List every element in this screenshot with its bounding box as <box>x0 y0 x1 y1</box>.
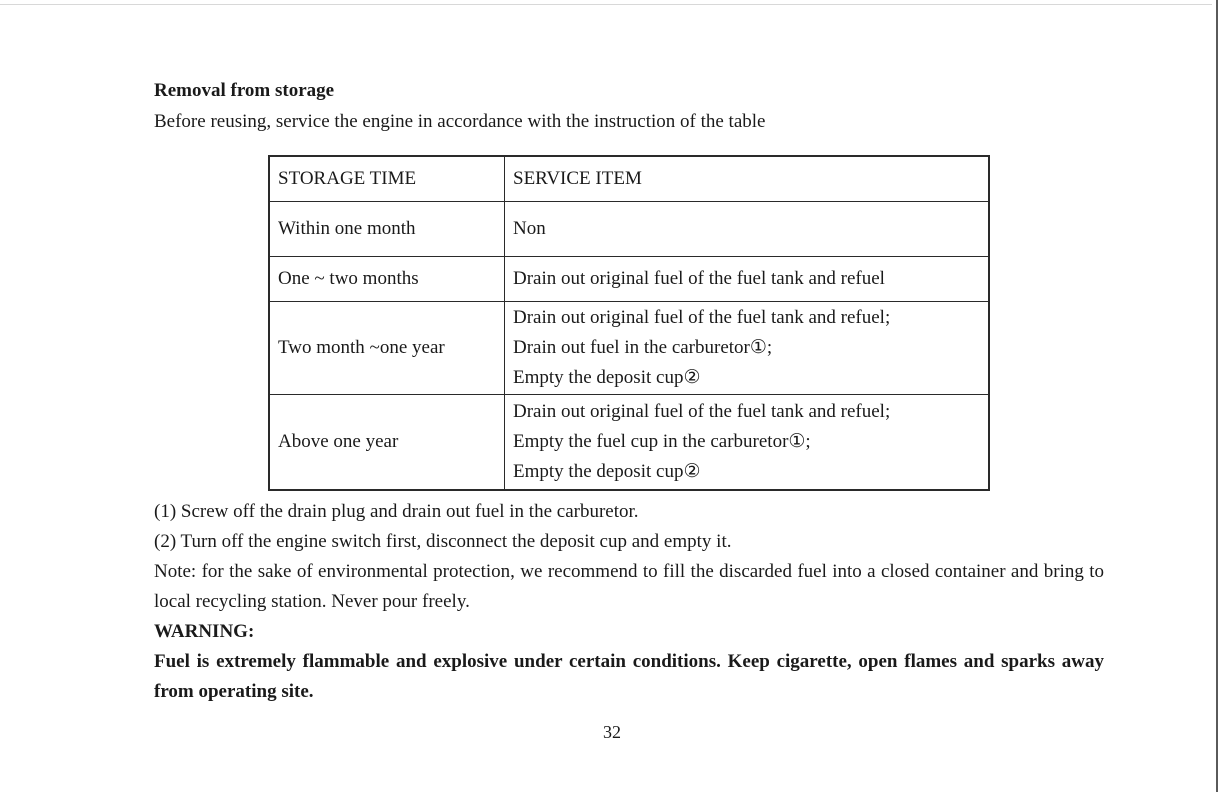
footnote-2: (2) Turn off the engine switch first, disconnect the deposit cup and empty it. <box>154 531 732 552</box>
environment-note: Note: for the sake of environmental protection, we recommend to fill the discarded fuel into a closed container and bring to local recycling station. Never pour freely. <box>154 561 1104 612</box>
header-storage-time: STORAGE TIME <box>269 156 505 202</box>
section-heading: Removal from storage <box>154 80 335 101</box>
service-item-cell <box>505 302 990 395</box>
service-item-line: Drain out fuel in the carburetor①; <box>513 337 773 358</box>
table-row <box>269 302 989 395</box>
service-item-line: Empty the deposit cup② <box>513 367 701 388</box>
service-item-line: Drain out original fuel of the fuel tank and refuel; <box>513 307 891 328</box>
notes-section <box>154 497 1104 707</box>
service-item-cell <box>505 202 990 257</box>
storage-time-cell: Two month ~one year <box>269 302 505 395</box>
table-row <box>269 395 989 491</box>
intro-text: Before reusing, service the engine in accordance with the instruction of the table <box>154 111 766 132</box>
warning-title: WARNING: <box>154 621 255 642</box>
header-service-item: SERVICE ITEM <box>505 156 990 202</box>
warning-text: Fuel is extremely flammable and explosive under certain conditions. Keep cigarette, open flames and sparks away from operating site. <box>154 651 1104 702</box>
storage-time-cell: Within one month <box>269 202 505 257</box>
storage-time-cell: One ~ two months <box>269 257 505 302</box>
top-rule <box>0 4 1212 5</box>
service-item-line: Empty the fuel cup in the carburetor①; <box>513 431 811 452</box>
page-edge-rule <box>1216 0 1218 792</box>
service-item-cell <box>505 395 990 491</box>
service-item-line: Non <box>513 218 546 239</box>
table-header-row <box>269 156 989 202</box>
storage-time-cell: Above one year <box>269 395 505 491</box>
storage-service-table <box>268 155 990 491</box>
service-item-line: Drain out original fuel of the fuel tank and refuel; <box>513 401 891 422</box>
service-item-cell <box>505 257 990 302</box>
footnote-1: (1) Screw off the drain plug and drain out fuel in the carburetor. <box>154 501 639 522</box>
table-row <box>269 257 989 302</box>
service-item-line: Empty the deposit cup② <box>513 461 701 482</box>
service-item-line: Drain out original fuel of the fuel tank and refuel <box>513 268 885 289</box>
table-row <box>269 202 989 257</box>
page-number: 32 <box>603 722 621 742</box>
